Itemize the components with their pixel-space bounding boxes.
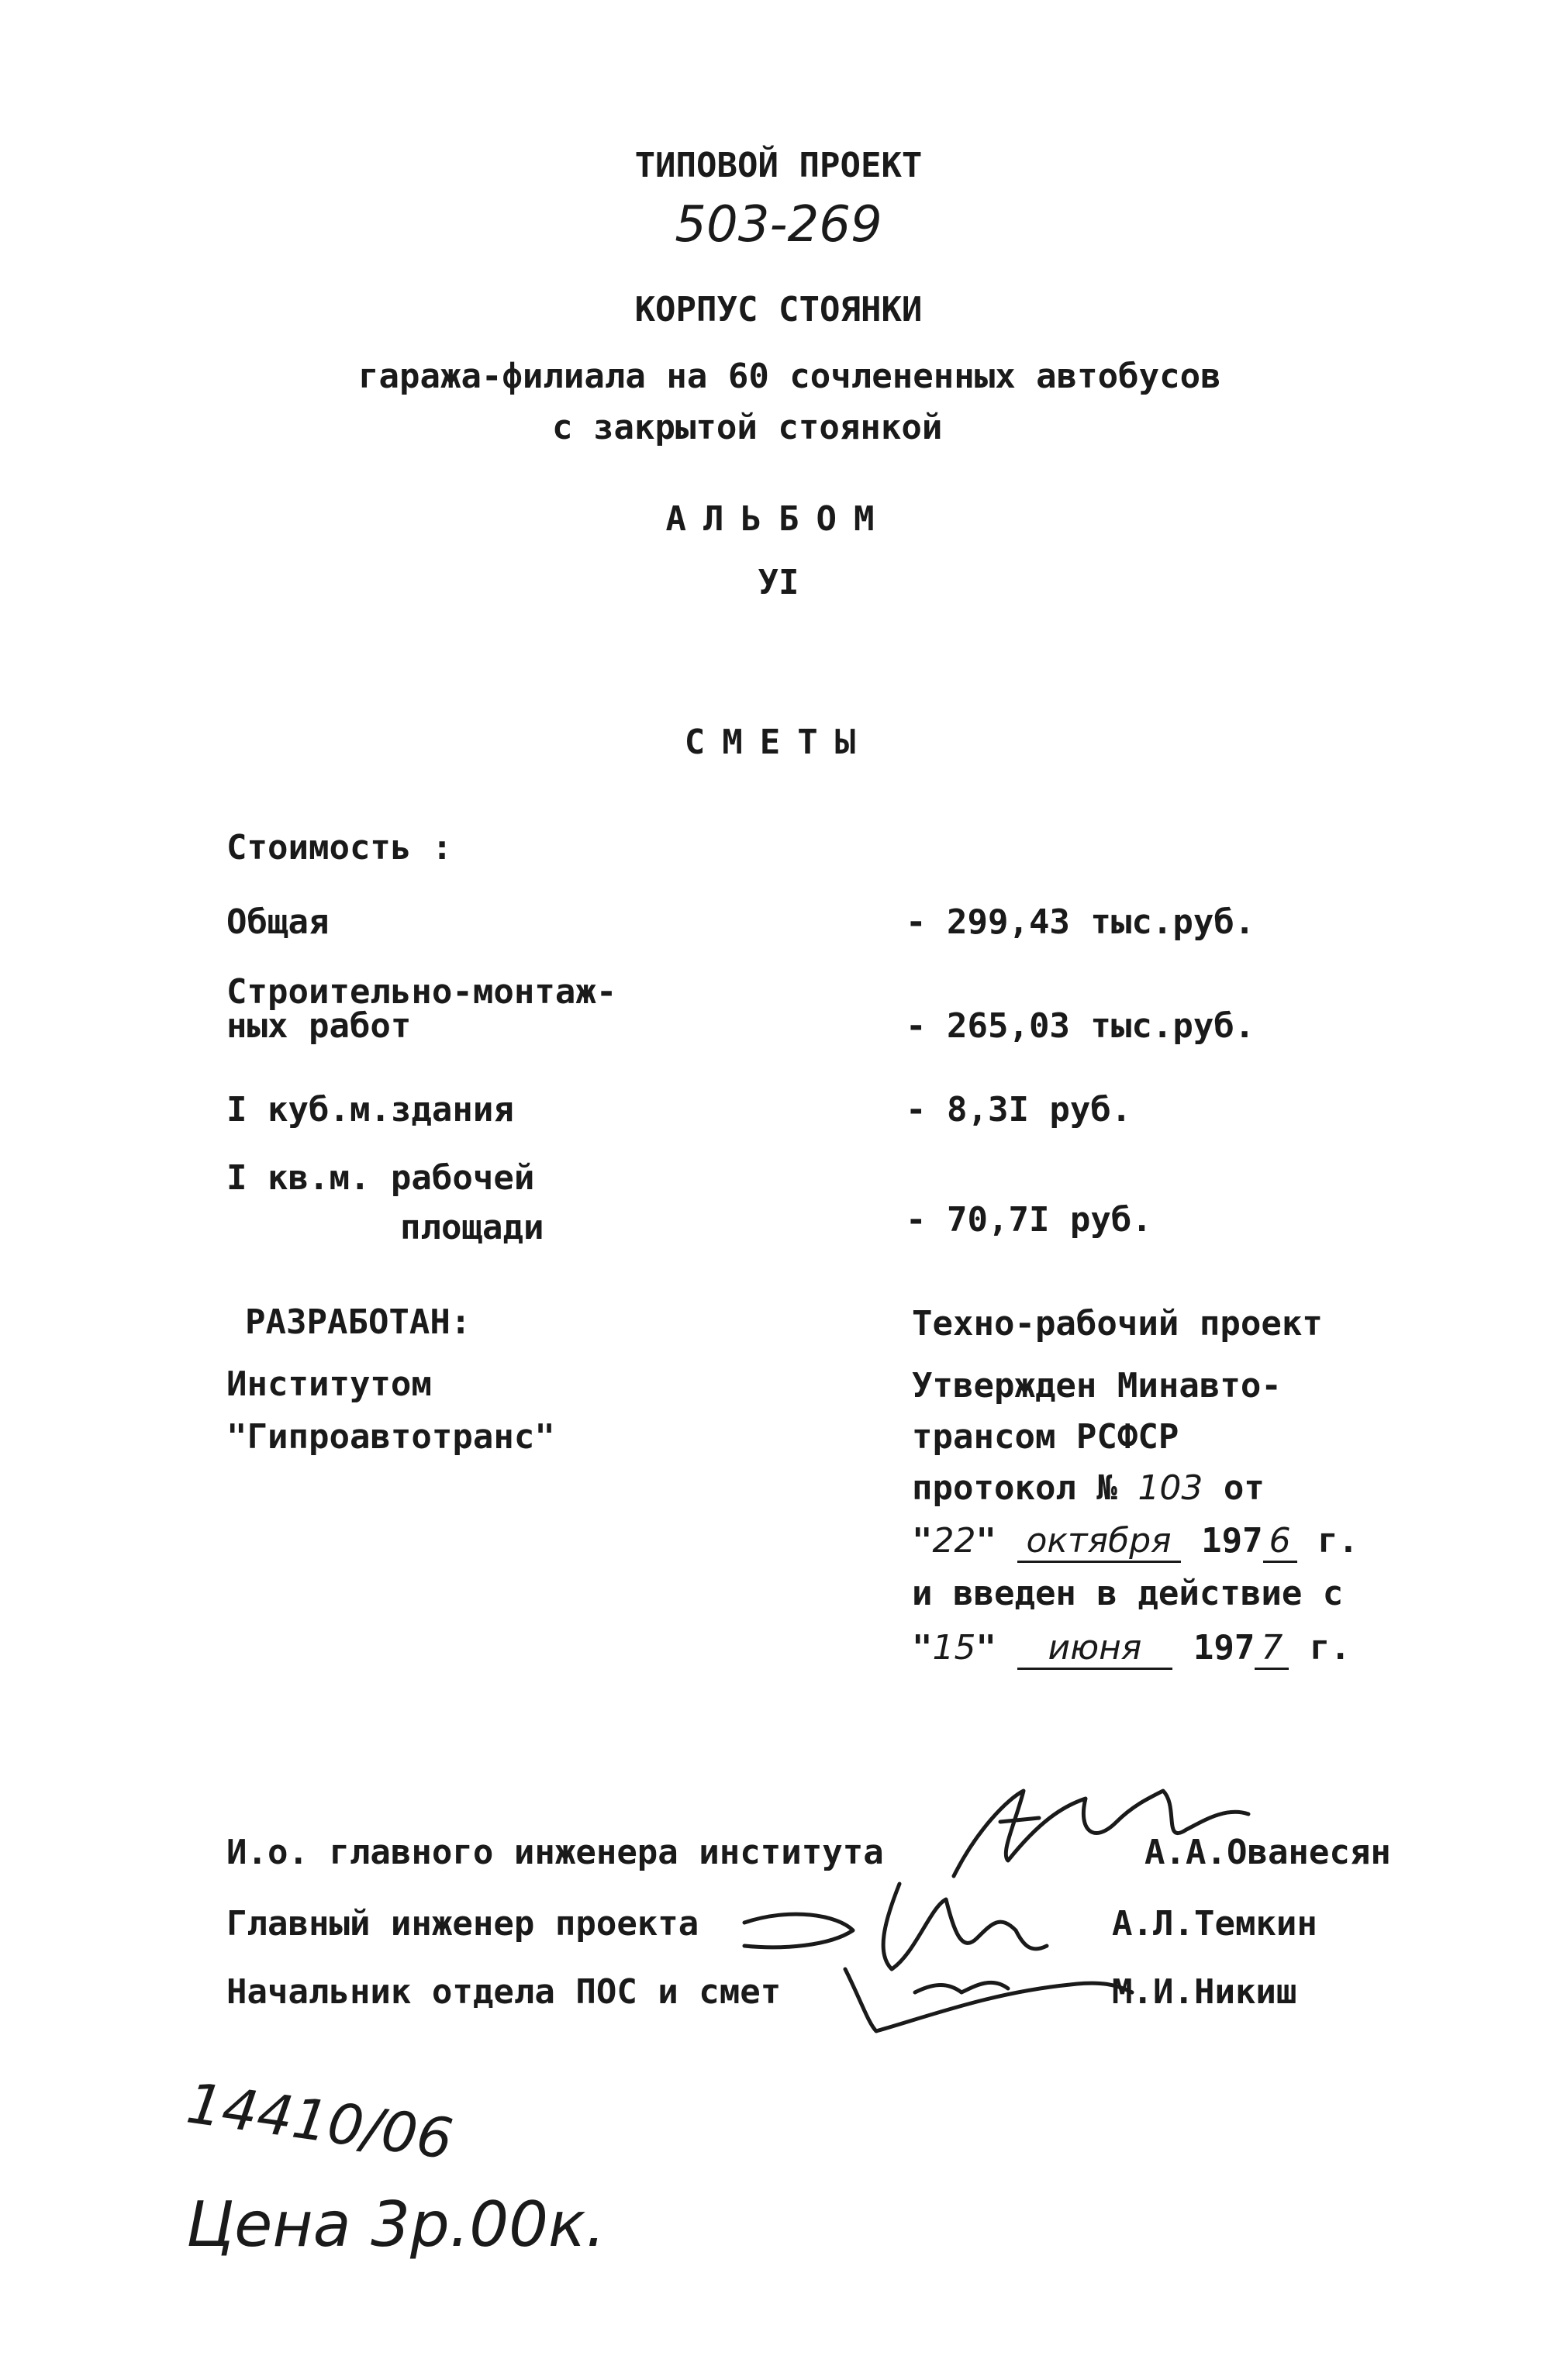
cost-value-cubic-meter: - 8,3I руб. (906, 1090, 1132, 1130)
approved-day: 22 (932, 1521, 976, 1561)
signature-role-1: И.о. главного инженера института (226, 1833, 884, 1872)
enacted-year-suffix: г. (1309, 1628, 1351, 1668)
project-number: 503-269 (675, 196, 882, 254)
building-title: КОРПУС СТОЯНКИ (634, 290, 923, 329)
approved-year-prefix: 197 (1201, 1521, 1263, 1561)
signature-temkin-icon (698, 1876, 1132, 2047)
enacted-year-digit: 7 (1255, 1628, 1289, 1670)
album-number: УI (758, 563, 799, 602)
signature-name-3: М.И.Никиш (1112, 1972, 1297, 2012)
enacted-year-prefix: 197 (1193, 1628, 1255, 1668)
approved-month: октября (1017, 1521, 1181, 1563)
protocol-number: 103 (1138, 1468, 1203, 1508)
approval-line-2: Утвержден Минавто- (912, 1366, 1282, 1406)
cost-heading: Стоимость : (226, 828, 453, 867)
cost-label-square-meter-2: площади (400, 1208, 544, 1247)
protocol-suffix: от (1223, 1468, 1265, 1508)
cost-label-square-meter-1: I кв.м. рабочей (226, 1158, 535, 1198)
developer-line-1: Институтом (226, 1364, 432, 1404)
cost-value-construction: - 265,03 тыс.руб. (906, 1006, 1255, 1046)
protocol-text: протокол № (912, 1468, 1117, 1508)
approved-year-suffix: г. (1317, 1521, 1359, 1561)
signature-role-3: Начальник отдела ПОС и смет (226, 1972, 782, 2012)
cost-label-cubic-meter: I куб.м.здания (226, 1090, 514, 1130)
price-label: Цена (186, 2189, 351, 2261)
project-type: ТИПОВОЙ ПРОЕКТ (634, 146, 923, 185)
approval-line-1: Техно-рабочий проект (912, 1304, 1323, 1343)
enacted-day: 15 (932, 1628, 976, 1668)
enacted-date-line: "15" июня 197 7 г. (912, 1631, 1351, 1665)
signature-role-2: Главный инженер проекта (226, 1904, 699, 1944)
price-value: 3р.00к. (371, 2189, 606, 2261)
approved-year-digit: 6 (1263, 1521, 1297, 1563)
inventory-number: 14410/06 (182, 2070, 457, 2172)
signature-name-2: А.Л.Темкин (1112, 1904, 1317, 1944)
description-line-1: гаража-филиала на 60 сочлененных автобусов (358, 357, 1221, 396)
cost-label-construction-1: Строительно-монтаж- (226, 972, 617, 1012)
developer-line-2: "Гипроавтотранс" (226, 1417, 555, 1457)
approved-date-line: "22" октября 197 6 г. (912, 1524, 1358, 1558)
approval-line-3: трансом РСФСР (912, 1417, 1179, 1457)
cost-label-total: Общая (226, 902, 330, 942)
cost-value-total: - 299,43 тыс.руб. (906, 902, 1255, 942)
protocol-line (912, 1468, 1265, 1508)
description-line-2: с закрытой стоянкой (552, 408, 943, 447)
section-title: СМЕТЫ (684, 723, 873, 762)
cost-label-construction-2: ных работ (226, 1006, 412, 1046)
signature-ovanesyan-icon (930, 1775, 1256, 1892)
enacted-text: и введен в действие с (912, 1574, 1344, 1613)
cost-value-square-meter: - 70,7I руб. (906, 1200, 1152, 1240)
enacted-month: июня (1017, 1628, 1173, 1670)
developer-heading: РАЗРАБОТАН: (245, 1302, 471, 1342)
price-line (186, 2189, 606, 2261)
album-label: АЛЬБОМ (665, 499, 892, 539)
signature-name-1: А.А.Ованесян (1144, 1833, 1391, 1872)
